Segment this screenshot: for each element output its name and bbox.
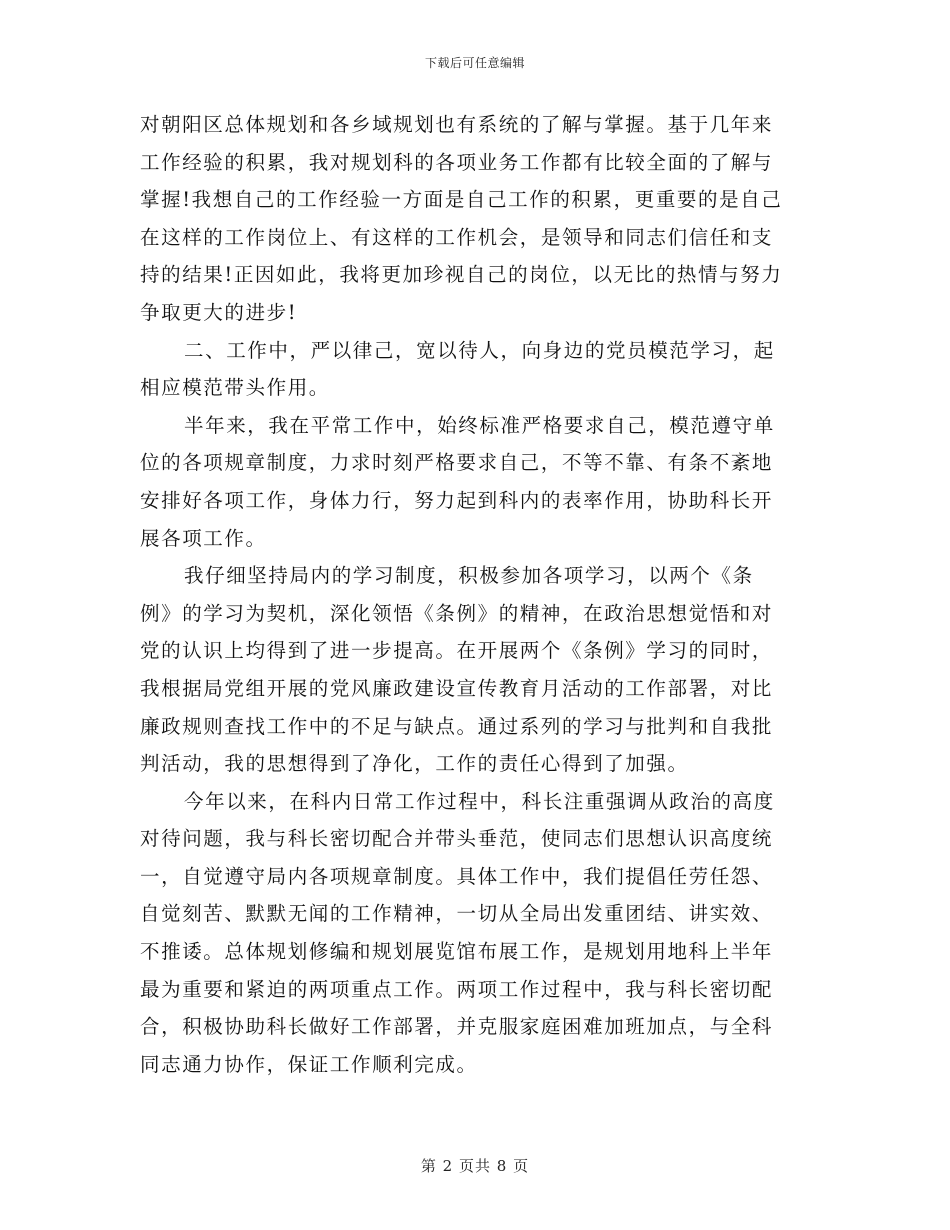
text-line: 位的各项规章制度，力求时刻严格要求自己，不等不靠、有条不紊地 (140, 451, 774, 475)
text-line: 展各项工作。 (140, 526, 267, 550)
text-line: 半年来，我在平常工作中，始终标准严格要求自己，模范遵守单 (184, 413, 775, 437)
page-number: 第 2 页共 8 页 (420, 1157, 530, 1175)
text-line: 党的认识上均得到了进一步提高。在开展两个《条例》学习的同时， (140, 639, 774, 663)
text-line: 相应模范带头作用。 (140, 376, 330, 400)
text-line: 我仔细坚持局内的学习制度，积极参加各项学习，以两个《条 (184, 564, 754, 588)
text-line: 对朝阳区总体规划和各乡域规划也有系统的了解与掌握。基于几年来 (140, 113, 774, 136)
text-line: 对待问题，我与科长密切配合并带头垂范，使同志们思想认识高度统 (140, 827, 774, 851)
text-line: 最为重要和紧迫的两项重点工作。两项工作过程中，我与科长密切配 (140, 977, 774, 1001)
text-line: 一，自觉遵守局内各项规章制度。具体工作中，我们提倡任劳任怨、 (140, 864, 774, 888)
text-line: 二、工作中，严以律己，宽以待人，向身边的党员模范学习，起 (184, 338, 775, 362)
text-line: 例》的学习为契机，深化领悟《条例》的精神，在政治思想觉悟和对 (140, 601, 774, 625)
text-line: 持的结果!正因如此，我将更加珍视自己的岗位，以无比的热情与努力 (140, 263, 783, 287)
text-line: 我根据局党组开展的党风廉政建设宣传教育月活动的工作部署，对比 (140, 676, 774, 700)
text-line: 不推诿。总体规划修编和规划展览馆布展工作，是规划用地科上半年 (140, 940, 774, 964)
text-line: 争取更大的进步! (140, 300, 298, 324)
text-line: 合，积极协助科长做好工作部署，并克服家庭困难加班加点，与全科 (140, 1015, 774, 1039)
page-header: 下载后可任意编辑 (424, 56, 525, 70)
text-line: 同志通力协作，保证工作顺利完成。 (140, 1052, 478, 1076)
text-line: 掌握!我想自己的工作经验一方面是自己工作的积累，更重要的是自己 (140, 188, 783, 212)
text-line: 今年以来，在科内日常工作过程中，科长注重强调从政治的高度 (184, 789, 775, 813)
text-line: 安排好各项工作，身体力行，努力起到科内的表率作用，协助科长开 (140, 488, 774, 512)
text-line: 在这样的工作岗位上、有这样的工作机会，是领导和同志们信任和支 (140, 225, 774, 249)
text-line: 廉政规则查找工作中的不足与缺点。通过系列的学习与批判和自我批 (140, 714, 774, 738)
text-line: 工作经验的积累，我对规划科的各项业务工作都有比较全面的了解与 (140, 150, 774, 174)
document-body (140, 106, 815, 1083)
text-line: 自觉刻苦、默默无闻的工作精神，一切从全局出发重团结、讲实效、 (140, 902, 774, 926)
text-line: 判活动，我的思想得到了净化，工作的责任心得到了加强。 (140, 752, 689, 776)
